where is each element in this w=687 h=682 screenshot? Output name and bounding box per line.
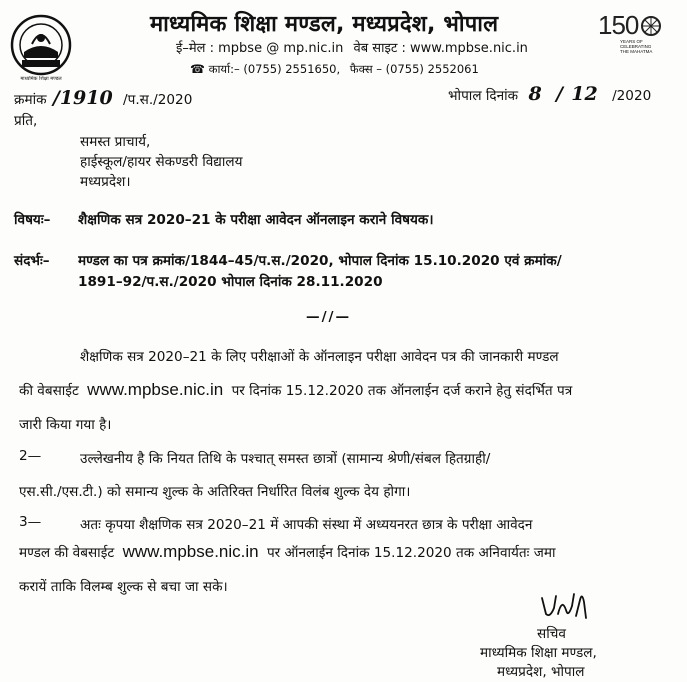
signatory-title: सचिव [537,626,566,642]
para1-line-3: जारी किया गया है। [19,417,112,433]
reference-line-1: मण्डल का पत्र क्रमांक/1844–45/प.स./2020, भोपाल दिनांक 15.10.2020 एवं क्रमांक/ [78,253,562,269]
recipient-line-2: हाईस्कूल/हायर सेकण्डरी विद्यालय [80,154,243,170]
section-divider: —//— [306,309,352,325]
anniversary-caption-2: CELEBRATING [620,44,652,49]
website-label: वेब साइट : [353,41,406,56]
recipient-to: प्रति, [14,113,38,129]
para3-line-1: अतः कृपया शैक्षणिक सत्र 2020–21 में आपकी संस्था में अध्ययनरत छात्र के परीक्षा आवेदन [80,517,533,533]
email-address[interactable]: mpbse @ mp.nic.in [218,41,344,56]
signatory-org: माध्यमिक शिक्षा मण्डल, [480,645,597,661]
date-separator: / [556,83,563,105]
phone-icon: ☎ [190,62,205,76]
seal-caption: माध्यमिक शिक्षा मण्डल [20,76,62,82]
phone-line [190,62,479,77]
fax-number: फैक्स – (0755) 2552061 [349,62,479,76]
charkha-icon [640,15,662,37]
signatory-place: मध्यप्रदेश, भोपाल [497,664,585,680]
ref-number-line [14,87,192,109]
para3-number: 3— [19,514,42,530]
gandhi-150-logo [598,10,670,56]
email-label: ई–मेल : [176,41,214,56]
para1-line-1: शैक्षणिक सत्र 2020–21 के लिए परीक्षाओं के ऑनलाइन परीक्षा आवेदन पत्र की जानकारी मण्डल [80,349,559,365]
reference-label: संदर्भः– [14,253,50,269]
recipient-line-3: मध्यप्रदेश। [80,174,131,190]
ref-date-line [448,83,651,105]
anniversary-number: 150 [598,10,639,40]
para2-line-2: एस.सी./एस.टी.) को समान्य शुल्क के अतिरिक्त निर्धारित विलंब शुल्क देय होगा। [19,484,411,500]
subject-text: शैक्षणिक सत्र 2020–21 के परीक्षा आवेदन ऑनलाइन कराने विषयक। [78,212,434,228]
para3-line-3: करायें ताकि विलम्ब शुल्क से बचा जा सके। [19,579,228,595]
office-phone: कार्या:– (0755) 2551650, [208,62,341,76]
kramank-label: क्रमांक [14,92,47,108]
handwritten-signature [538,588,590,624]
date-label: भोपाल दिनांक [448,88,519,104]
board-seal-logo [10,14,72,76]
subject-label: विषयः– [14,212,51,228]
handwritten-ref-number: /1910 [52,87,113,109]
para2-number: 2— [19,448,42,464]
date-year: /2020 [612,88,652,104]
website-link[interactable]: www.mpbse.nic.in [410,41,528,56]
board-title: माध्यमिक शिक्षा मण्डल, मध्यप्रदेश, भोपाल [150,12,499,37]
ref-section: /प.स./2020 [123,92,193,108]
recipient-line-1: समस्त प्राचार्य, [80,134,151,150]
para1-website[interactable]: www.mpbse.nic.in [87,380,224,399]
anniversary-caption-1: YEARS OF [620,39,643,44]
para2-line-1: उल्लेखनीय है कि नियत तिथि के पश्चात् समस्त छात्रों (सामान्य श्रेणी/संबल हितग्राही/ [80,451,491,467]
anniversary-caption-3: THE MAHATMA [620,49,653,54]
handwritten-day: 8 [528,83,542,105]
reference-line-2: 1891–92/प.स./2020 भोपाल दिनांक 28.11.2020 [78,274,383,290]
handwritten-month: 12 [571,83,598,105]
contact-line [176,38,528,56]
para1-line-2: की वेबसाईट www.mpbse.nic.in पर दिनांक 15.12.2020 तक ऑनलाईन दर्ज कराने हेतु संदर्भित पत्र [19,380,573,399]
para3-line-2: मण्डल की वेबसाईट www.mpbse.nic.in पर ऑनलाईन दिनांक 15.12.2020 तक अनिवार्यतः जमा [19,542,556,561]
para3-website[interactable]: www.mpbse.nic.in [122,542,259,561]
